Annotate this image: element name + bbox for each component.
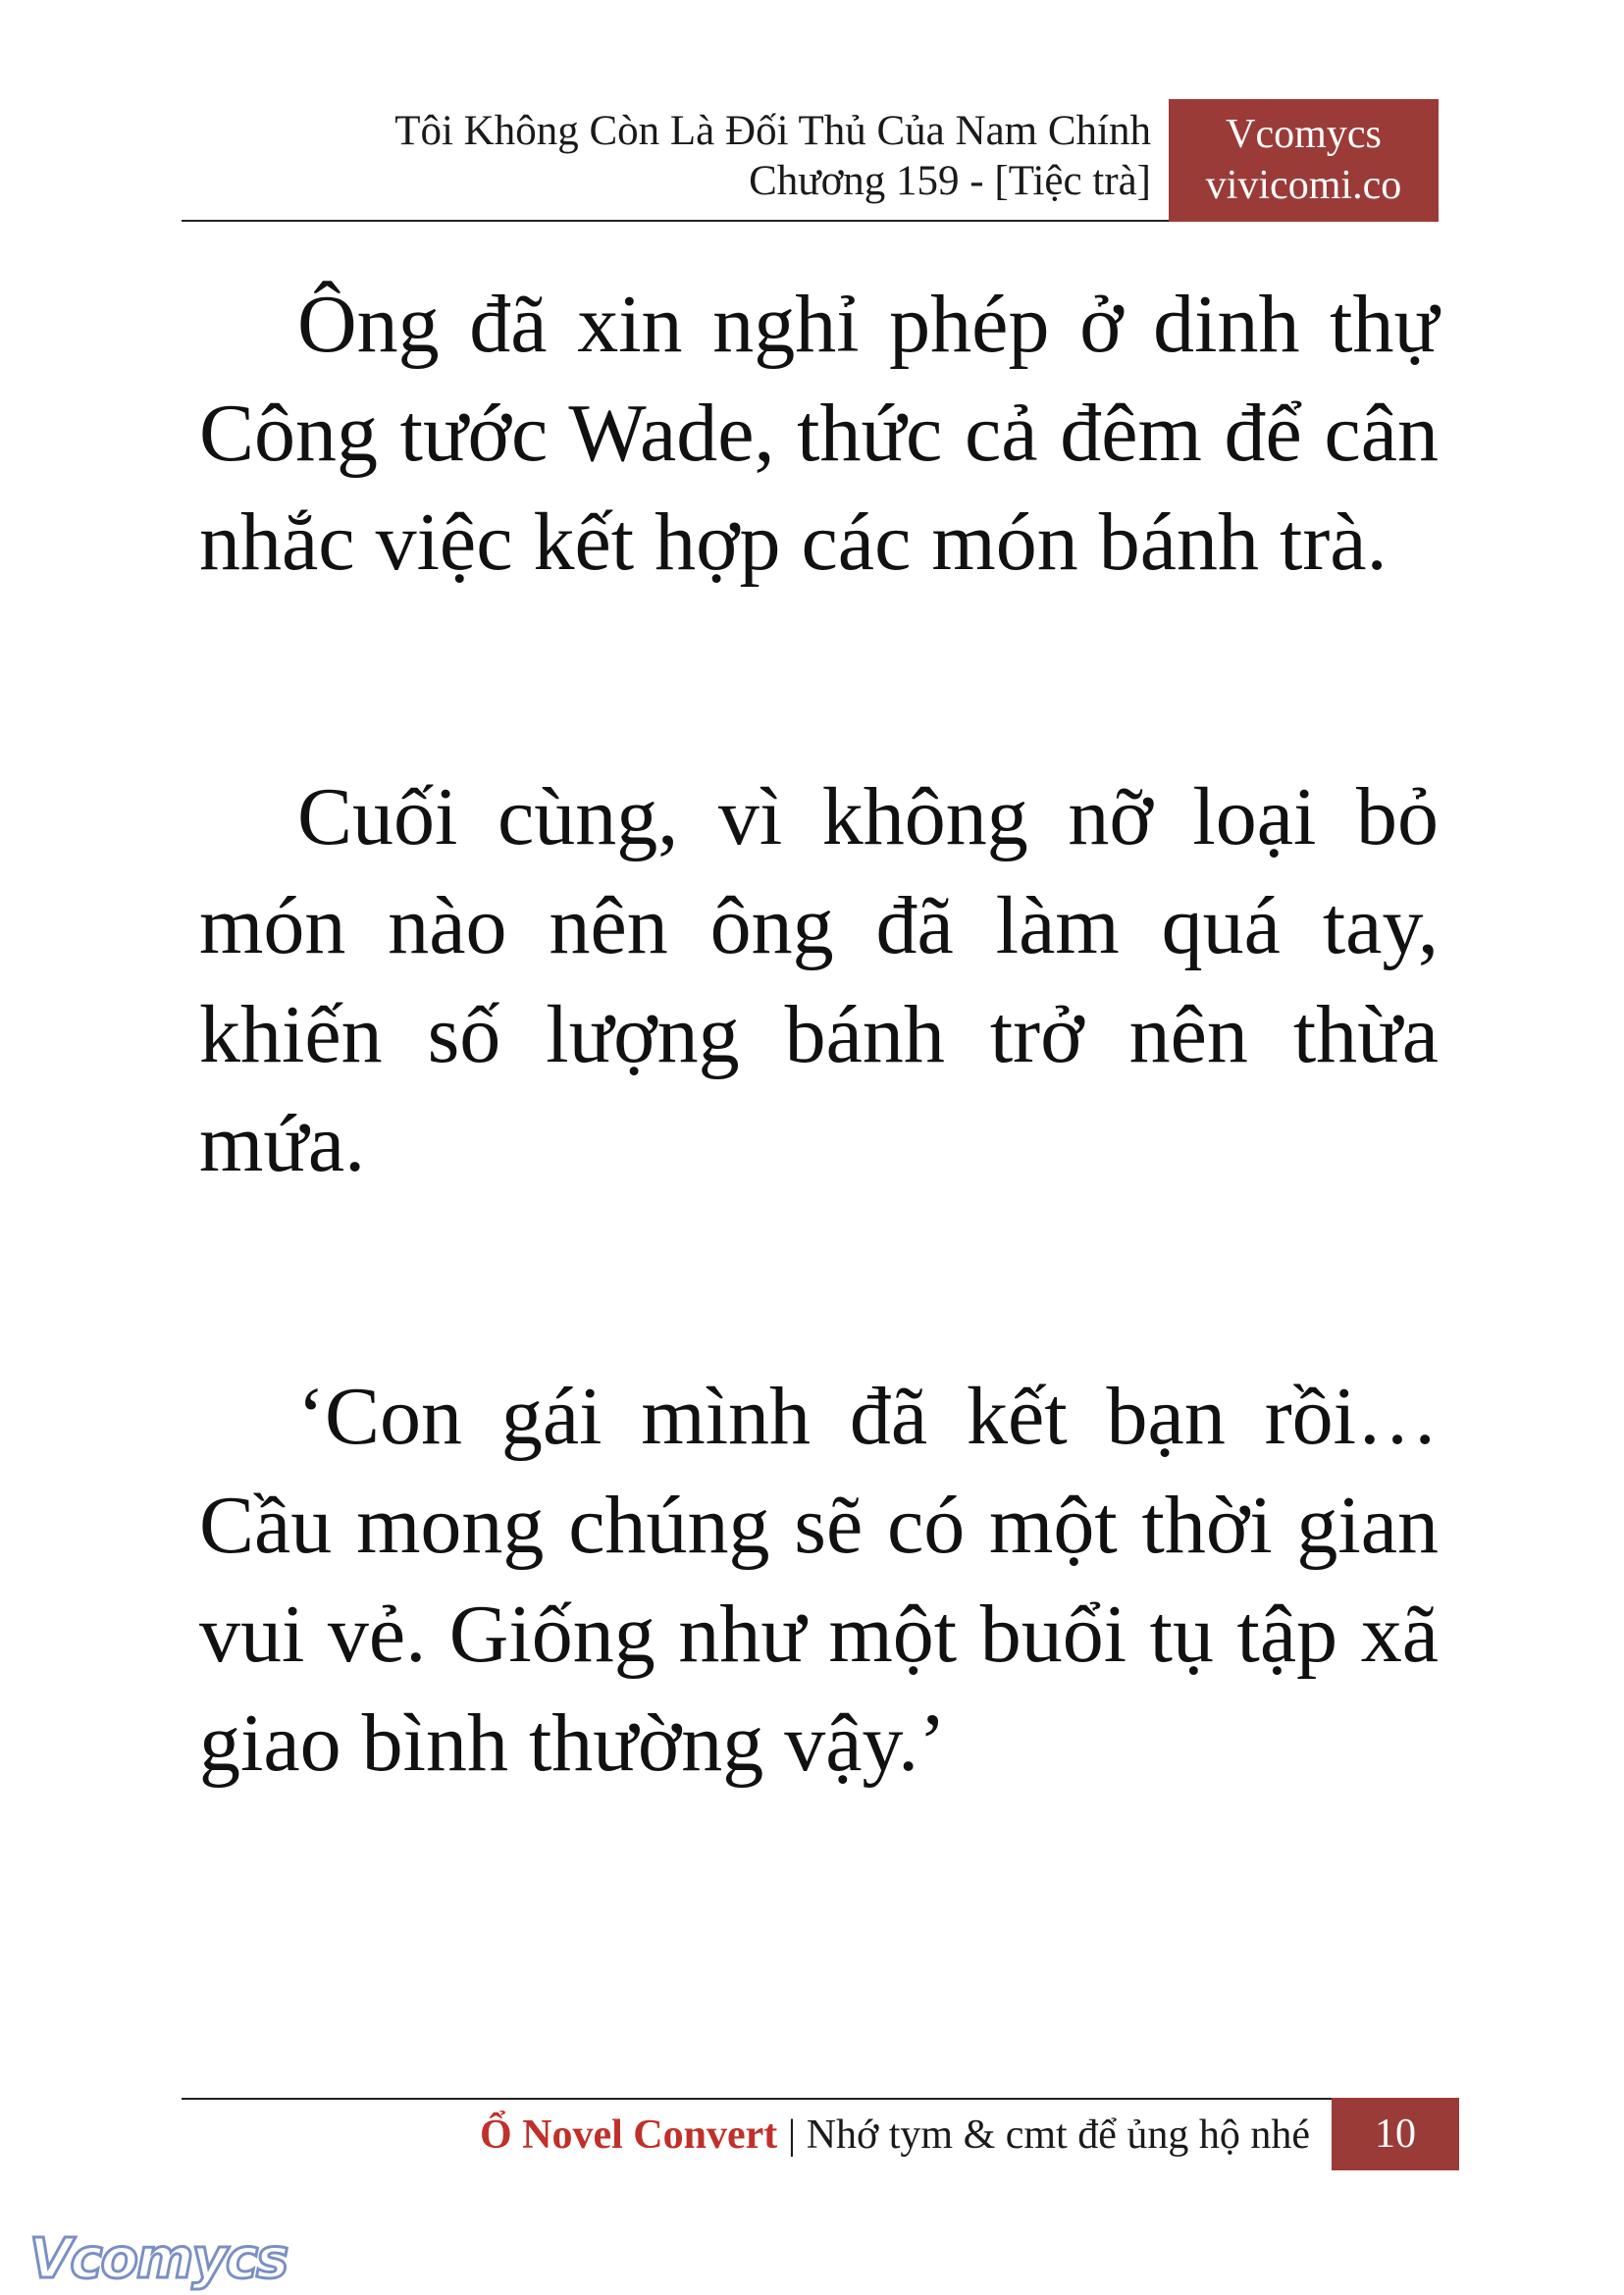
page-footer bbox=[231, 2105, 1310, 2165]
brand-badge bbox=[1169, 99, 1439, 222]
paragraph-text: Ông đã xin nghỉ phép ở dinh thự Công tước Wade, thức cả đêm để cân nhắc việc kết hợp các món bánh trà. bbox=[199, 279, 1439, 588]
paragraph-text: ‘Con gái mình đã kết bạn rồi… Cầu mong chúng sẽ có một thời gian vui vẻ. Giống như một buổi tụ tập xã giao bình thường vậy.’ bbox=[199, 1371, 1439, 1789]
brand-name: Vcomycs bbox=[1226, 112, 1382, 157]
footer-separator: | bbox=[787, 2112, 797, 2158]
watermark-logo: Vcomycs bbox=[29, 2227, 288, 2291]
header-divider bbox=[182, 220, 1169, 222]
paragraph-1 bbox=[199, 270, 1439, 597]
page-number: 10 bbox=[1332, 2098, 1459, 2170]
paragraph-3 bbox=[199, 1362, 1439, 1798]
page-header bbox=[268, 106, 1151, 206]
brand-site: vivicomi.co bbox=[1205, 163, 1402, 208]
chapter-title: Chương 159 - [Tiệc trà] bbox=[749, 158, 1151, 204]
paragraph-text: Cuối cùng, vì không nỡ loại bỏ món nào nên ông đã làm quá tay, khiến số lượng bánh trở nên thừa mứa. bbox=[199, 771, 1439, 1189]
paragraph-2 bbox=[199, 762, 1439, 1198]
book-title: Tôi Không Còn Là Đối Thủ Của Nam Chính bbox=[394, 108, 1151, 154]
footer-message: Nhớ tym & cmt để ủng hộ nhé bbox=[806, 2112, 1310, 2158]
footer-divider bbox=[182, 2098, 1332, 2100]
footer-brand: Ổ Novel Convert bbox=[479, 2112, 778, 2158]
